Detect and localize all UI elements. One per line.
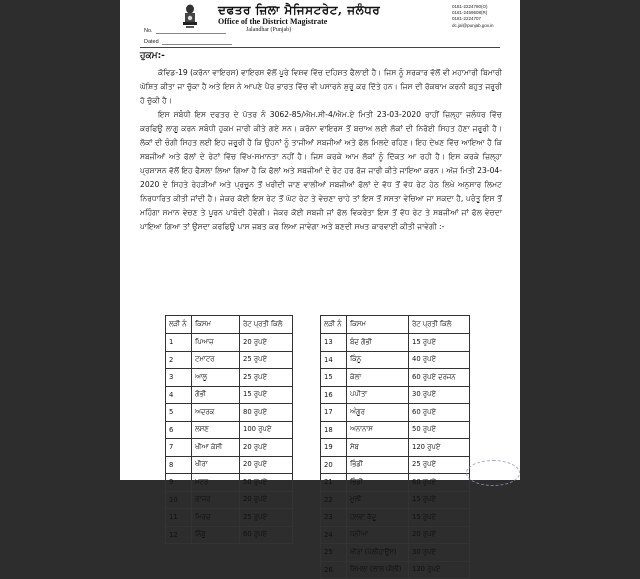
table-row [166, 334, 293, 352]
rate-cell: 15 ਰੁਪਏ [240, 386, 293, 404]
table-header-row [321, 316, 470, 334]
table-row [166, 509, 293, 527]
rate-cell: 25 ਰੁਪਏ [240, 351, 293, 369]
item-cell: ਟਮਾਟਰ [192, 351, 240, 369]
office-stamp [466, 460, 520, 486]
table-row [321, 351, 470, 369]
table-row [321, 526, 470, 544]
serial-cell: 5 [166, 404, 192, 422]
table-row [166, 439, 293, 457]
serial-cell: 12 [166, 526, 192, 544]
date-label: Dated [144, 39, 159, 45]
header-serial: ਲੜੀ ਨੰ [321, 316, 347, 334]
rate-cell: 15 ਰੁਪਏ [409, 334, 470, 352]
item-cell: ਗੋਭੀ [192, 386, 240, 404]
header-item: ਕਿਸਮ [192, 316, 240, 334]
rate-cell: 20 ਰੁਪਏ [240, 456, 293, 474]
contact-line: 0181-2224707 [452, 16, 482, 22]
item-cell: ਭਿੰਡੀ [347, 456, 409, 474]
table-row [166, 404, 293, 422]
rate-cell: 25 ਰੁਪਏ [240, 369, 293, 387]
contact-line: 0181-2459608(R) [452, 10, 488, 16]
serial-cell: 6 [166, 421, 192, 439]
table-row [321, 404, 470, 422]
item-cell: ਮੂਲੀ [347, 491, 409, 509]
contact-details [452, 4, 494, 29]
order-paragraph: ਕੋਵਿਡ-19 (ਕਰੋਨਾ ਵਾਇਰਸ) ਵਾਇਰਸ ਵੱਲੋਂ ਪੂਰੇ ਵਿਸ਼ਵ ਵਿੱਚ ਦਹਿਸ਼ਤ ਫੈਲਾਈ ਹੈ। ਜਿਸ ਨੂੰ ਸਰਕਾਰ ਵੱਲੋਂ ਵੀ ਮਹਾਮਾਰੀ ਬਿਮਾਰੀ ਘੋਸ਼ਿਤ ਕੀਤਾ ਜਾ ਚੁੱਕਾ ਹੈ ਅਤੇ ਇਸ ਨੇ ਆਪਣੇ ਪੈਰ ਭਾਰਤ ਵਿੱਚ ਵੀ ਪਸਾਰਨੇ ਸ਼ੁਰੂ ਕਰ ਦਿੱਤੇ ਹਨ। ਜਿਸ ਦੀ ਰੋਕਥਾਮ ਕਰਨੀ ਬਹੁਤ ਜਰੂਰੀ ਹੋ ਚੁੱਕੀ ਹੈ। [140, 68, 502, 105]
rates-table-left [165, 315, 293, 544]
header-serial: ਲੜੀ ਨੰ [166, 316, 192, 334]
header-rate: ਰੇਟ ਪ੍ਰਤੀ ਕਿਲੋ [240, 316, 293, 334]
header-divider [140, 47, 500, 48]
rate-cell: 50 ਰੁਪਏ [240, 474, 293, 492]
serial-cell: 26 [321, 561, 347, 579]
rate-cell: 15 ਰੁਪਏ [409, 509, 470, 527]
table-row [166, 421, 293, 439]
serial-cell: 21 [321, 474, 347, 492]
serial-cell: 2 [166, 351, 192, 369]
rate-cell: 20 ਰੁਪਏ [240, 439, 293, 457]
office-subtitle: Jalandhar (Punjab) [246, 27, 292, 33]
table-row [166, 491, 293, 509]
rate-cell: 60 ਰੁਪਏ [409, 474, 470, 492]
table-row [321, 544, 470, 562]
serial-cell: 11 [166, 509, 192, 527]
table-row [321, 369, 470, 387]
table-row [166, 351, 293, 369]
rate-cell: 60 ਰੁਪਏ [240, 526, 293, 544]
table-row [321, 474, 470, 492]
serial-cell: 20 [321, 456, 347, 474]
rate-cell: 60 ਰੁਪਏ [409, 404, 470, 422]
table-row [166, 386, 293, 404]
rate-cell: 20 ਰੁਪਏ [409, 526, 470, 544]
item-cell: ਬੰਦ ਗੋਭੀ [347, 334, 409, 352]
serial-cell: 16 [321, 386, 347, 404]
rate-cell: 80 ਰੁਪਏ [240, 404, 293, 422]
item-cell: ਧਨੀਆ [347, 526, 409, 544]
order-heading: ਹੁਕਮ:- [140, 51, 165, 61]
item-cell: ਮਟਰ [192, 474, 240, 492]
table-row [321, 334, 470, 352]
table-header-row [166, 316, 293, 334]
serial-cell: 23 [321, 509, 347, 527]
serial-cell: 8 [166, 456, 192, 474]
rate-cell: 20 ਰੁਪਏ [240, 491, 293, 509]
item-cell: ਲਸਣ [192, 421, 240, 439]
rate-cell: 25 ਰੁਪਏ [409, 456, 470, 474]
rate-cell: 50 ਰੁਪਏ [409, 421, 470, 439]
table-row [166, 369, 293, 387]
serial-cell: 25 [321, 544, 347, 562]
rates-table-right [320, 315, 470, 579]
office-title-punjabi: ਦਫਤਰ ਜ਼ਿਲਾ ਮੈਜਿਸਟਰੇਟ, ਜਲੰਧਰ [218, 3, 381, 17]
table-row [321, 386, 470, 404]
rate-cell: 15 ਰੁਪਏ [409, 491, 470, 509]
table-row [166, 526, 293, 544]
serial-cell: 18 [321, 421, 347, 439]
table-row [321, 456, 470, 474]
item-cell: ਸ਼ਿਮਲਾ (ਲਾਲ ਪੀਲੀ) [347, 561, 409, 579]
serial-cell: 24 [321, 526, 347, 544]
number-field [144, 28, 226, 34]
serial-cell: 9 [166, 474, 192, 492]
serial-cell: 22 [321, 491, 347, 509]
serial-cell: 10 [166, 491, 192, 509]
item-cell: ਅੰਗੂਰ [347, 404, 409, 422]
serial-cell: 3 [166, 369, 192, 387]
item-cell: ਸੇਬ [347, 439, 409, 457]
item-cell: ਕਿੰਨੂ [347, 351, 409, 369]
number-label: No. [144, 28, 153, 34]
serial-cell: 13 [321, 334, 347, 352]
item-cell: ਅਨਾਨਾਸ [347, 421, 409, 439]
item-cell: ਨਿੰਬੂ [192, 526, 240, 544]
rate-cell: 25 ਰੁਪਏ [240, 509, 293, 527]
table-row [321, 561, 470, 579]
item-cell: ਪਿਆਜ਼ [192, 334, 240, 352]
item-cell: ਮਿਰਚ [192, 509, 240, 527]
item-cell: ਖੀਰਾ (ਪੋਲੀਹਾਊਸ) [347, 544, 409, 562]
item-cell: ਗਾਜਰ [192, 491, 240, 509]
header-item: ਕਿਸਮ [347, 316, 409, 334]
date-field [144, 39, 232, 45]
rate-cell: 20 ਰੁਪਏ [240, 334, 293, 352]
item-cell: ਅਦਰਕ [192, 404, 240, 422]
table-row [166, 474, 293, 492]
item-cell: ਆਲੂ [192, 369, 240, 387]
rate-cell: 120 ਰੁਪਏ [409, 439, 470, 457]
rate-cell: 30 ਰੁਪਏ [409, 386, 470, 404]
table-row [321, 509, 470, 527]
serial-cell: 19 [321, 439, 347, 457]
table-row [166, 456, 293, 474]
serial-cell: 4 [166, 386, 192, 404]
rate-cell: 100 ਰੁਪਏ [240, 421, 293, 439]
serial-cell: 7 [166, 439, 192, 457]
order-body [140, 66, 502, 234]
serial-cell: 17 [321, 404, 347, 422]
state-emblem-icon [178, 3, 202, 29]
rate-cell: 120 ਰੁਪਏ [409, 561, 470, 579]
item-cell: ਖੀਰਾ [192, 456, 240, 474]
contact-line: dc.jal@punjab.gov.in [452, 22, 494, 28]
item-cell: ਖੀਆ ਕੇਸੀ [192, 439, 240, 457]
item-cell: ਭਿੰਡੀ [347, 474, 409, 492]
table-row [321, 439, 470, 457]
table-row [321, 421, 470, 439]
office-title-english: Office of the District Magistrate [218, 17, 328, 26]
serial-cell: 14 [321, 351, 347, 369]
order-paragraph: ਇਸ ਸਬੰਧੀ ਇਸ ਦਫਤਰ ਦੇ ਪੱਤਰ ਨੰ 3062-85/ਐਮ.ਸੀ-4/ਐਮ.ਏ ਮਿਤੀ 23-03-2020 ਰਾਹੀਂ ਜ਼ਿਲ੍ਹਾ ਜਲੰਧਰ ਵਿੱਚ ਕਰਫਿਊ ਲਾਗੂ ਕਰਨ ਸਬੰਧੀ ਹੁਕਮ ਜਾਰੀ ਕੀਤੇ ਗਏ ਸਨ। ਕਰੋਨਾ ਵਾਇਰਸ ਤੋਂ ਬਚਾਅ ਲਈ ਲੋਕਾਂ ਦੀ ਨਿਰੋਈ ਸਿਹਤ ਹੋਣਾ ਜਰੂਰੀ ਹੈ। ਲੋਕਾਂ ਦੀ ਚੰਗੀ ਸਿਹਤ ਲਈ ਇਹ ਜਰੂਰੀ ਹੈ ਕਿ ਉਹਨਾਂ ਨੂੰ ਤਾਜੀਆਂ ਸਬਜੀਆਂ ਅਤੇ ਫੱਲ ਮਿਲਦੇ ਰਹਿਣ। ਇਹ ਦੇਖਣ ਵਿੱਚ ਆਇਆ ਹੈ ਕਿ ਸਬਜੀਆਂ ਅਤੇ ਫੱਲਾਂ ਦੇ ਰੇਟਾਂ ਵਿੱਚ ਵਿੱਖ-ਸਮਾਨਤਾ ਨਹੀਂ ਹੈ। ਜਿਸ ਕਰਕੇ ਆਮ ਲੋਕਾਂ ਨੂੰ ਦਿੱਕਤ ਆ ਰਹੀ ਹੈ। ਇਸ ਕਰਕੇ ਜ਼ਿਲ੍ਹਾ ਪ੍ਰਸ਼ਾਸਨ ਵੱਲੋਂ ਇਹ ਫੈਸਲਾ ਲਿਆ ਗਿਆ ਹੈ ਕਿ ਫੱਲਾਂ ਅਤੇ ਸਬਜੀਆਂ ਦੇ ਰੇਟ ਹਰ ਰੋਜ ਜਾਰੀ ਕੀਤੇ ਜਾਇਆ ਕਰਨ। ਅੱਜ ਮਿਤੀ 23-04-2020 ਦੇ ਸਿਹਤੇ ਰੇਹੜੀਆਂ ਅਤੇ ਪ੍ਰਚੂਨ ਤੋਂ ਖਰੀਦੀ ਜਾਣ ਵਾਲੀਆਂ ਸਬਜੀਆਂ ਫੱਲਾਂ ਦੇ ਵੱਧ ਤੋਂ ਵੱਧ ਰੇਟ ਹੇਠ ਲਿਖੇ ਅਨੁਸਾਰ ਲਿਮਟ ਨਿਰਧਾਰਿਤ ਕੀਤੀ ਜਾਂਦੀ ਹੈ। ਜੇਕਰ ਕੋਈ ਇਸ ਰੇਟ ਤੋਂ ਘੱਟ ਰੇਟ ਤੇ ਵੇਚਣਾ ਚਾਹੇ ਤਾਂ ਇਸ ਤੋਂ ਸਸਤਾ ਵੇਚਿਆ ਜਾ ਸਕਦਾ ਹੈ, ਪਰੰਤੂ ਇਸ ਤੋਂ ਮਹਿੰਗਾ ਸਮਾਨ ਵੇਚਣ ਤੇ ਪੂਰਨ ਪਾਬੰਦੀ ਹੋਵੇਗੀ। ਜੇਕਰ ਕੋਈ ਸਬਜੀ ਜਾਂ ਫੱਲ ਵਿਕਰੇਤਾ ਇਸ ਤੋਂ ਵੱਧ ਰੇਟ ਤੇ ਸਬਜੀਆਂ ਜਾਂ ਫੱਲ ਵੇਚਦਾ ਪਾਇਆ ਗਿਆ ਤਾਂ ਉਸਦਾ ਕਰਫਿਊ ਪਾਸ ਜਬਤ ਕਰ ਲਿਆ ਜਾਵੇਗਾ ਅਤੇ ਬਣਦੀ ਸਖਤ ਕਾਰਵਾਈ ਕੀਤੀ ਜਾਵੇਗੀ :- [140, 110, 502, 231]
rate-cell: 60 ਰੁਪਏ ਦਰਜਨ [409, 369, 470, 387]
serial-cell: 15 [321, 369, 347, 387]
rate-cell: 40 ਰੁਪਏ [409, 351, 470, 369]
contact-line: 0181-2224780(O) [452, 4, 488, 9]
header-rate: ਰੇਟ ਪ੍ਰਤੀ ਕਿਲੋ [409, 316, 470, 334]
serial-cell: 1 [166, 334, 192, 352]
item-cell: ਹਲਵਾ ਕੱਦੂ [347, 509, 409, 527]
item-cell: ਪਪੀਤਾ [347, 386, 409, 404]
item-cell: ਕੇਲਾ [347, 369, 409, 387]
rate-cell: 30 ਰੁਪਏ [409, 544, 470, 562]
table-row [321, 491, 470, 509]
